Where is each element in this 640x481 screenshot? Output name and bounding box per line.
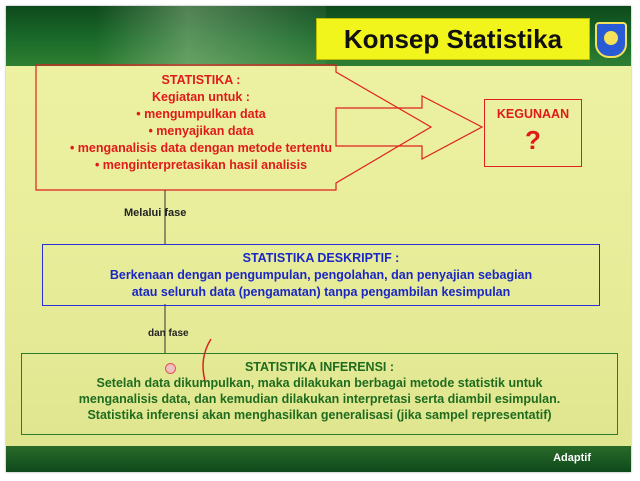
slide: [6, 6, 631, 472]
deskriptif-title: STATISTIKA DESKRIPTIF :: [242, 251, 400, 265]
phase-label-first: Melalui fase: [124, 207, 187, 219]
kegunaan-box: [484, 99, 582, 167]
statistika-block: [36, 72, 366, 174]
statistika-item: • menginterpretasikan hasil analisis: [94, 158, 308, 172]
phase-label-second: dan fase: [148, 328, 189, 339]
slide-title: Konsep Statistika: [343, 23, 563, 54]
inferensi-line: menganalisis data, dan kemudian dilakukan interpretasi serta diambil esimpulan.: [78, 392, 561, 406]
pointer-cursor: [165, 363, 176, 374]
inferensi-line: Setelah data dikumpulkan, maka dilakukan berbagai metode statistik untuk: [96, 376, 543, 390]
inferensi-box: [21, 353, 618, 435]
footer-band: [6, 446, 631, 472]
statistika-subtitle: Kegiatan untuk :: [152, 90, 250, 104]
inferensi-line: Statistika inferensi akan menghasilkan generalisasi (jika sampel representatif): [87, 408, 552, 422]
kegunaan-title: KEGUNAAN: [496, 107, 570, 121]
footer-label: Adaptif: [553, 452, 591, 464]
statistika-title: STATISTIKA :: [161, 73, 241, 87]
inferensi-title: STATISTIKA INFERENSI :: [244, 360, 395, 374]
statistika-item: • mengumpulkan data: [136, 107, 266, 121]
deskriptif-line: Berkenaan dengan pengumpulan, pengolahan, dan penyajian sebagian: [109, 268, 533, 282]
deskriptif-line: atau seluruh data (pengamatan) tanpa pengambilan kesimpulan: [131, 285, 511, 299]
statistika-item: • menyajikan data: [148, 124, 254, 138]
deskriptif-box: [42, 244, 600, 306]
statistika-item: • menganalisis data dengan metode tertentu: [69, 141, 333, 155]
kegunaan-question-mark: ?: [525, 125, 541, 155]
